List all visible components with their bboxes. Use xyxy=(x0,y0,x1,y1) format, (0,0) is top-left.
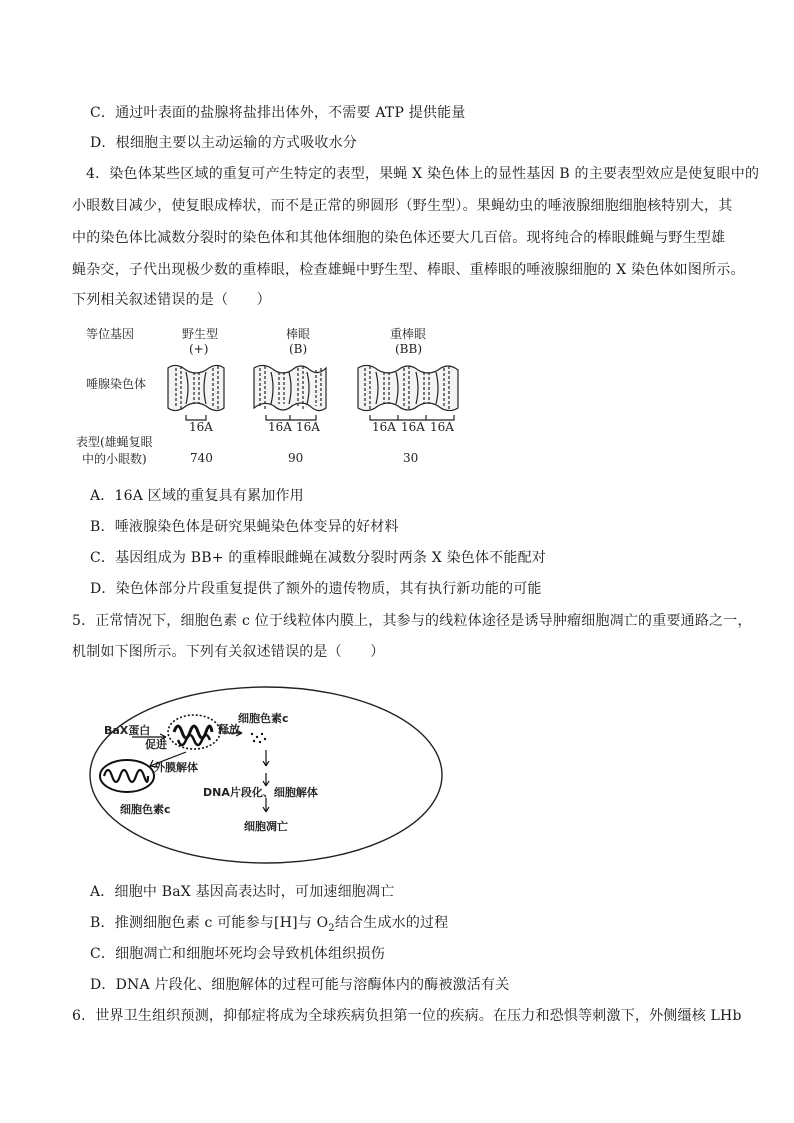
q5-option-d: D．DNA 片段化、细胞解体的过程可能与溶酶体内的酶被激活有关 xyxy=(90,977,510,993)
fig5-dna-label: DNA片段化、细胞解体 xyxy=(203,786,318,799)
q5-option-b xyxy=(90,913,448,939)
fig4-col-wild-name: 野生型 xyxy=(182,327,219,341)
q4-stem-line-3: 中的染色体比减数分裂时的染色体和其他体细胞的染色体还要大几百倍。现将纯合的棒眼雌蝇与野生型雄 xyxy=(72,230,726,246)
fig4-label-16a: 16A xyxy=(268,420,292,434)
q4-stem-line-1: 4．染色体某些区域的重复可产生特定的表型，果蝇 X 染色体上的显性基因 B 的主要表型效应是使复眼中的 xyxy=(86,166,760,182)
fig4-col-bar-allele: (B) xyxy=(289,342,308,356)
fig5-outer-membrane-label: 外膜解体 xyxy=(154,761,198,774)
q4-stem-line-2: 小眼数目减少，使复眼成棒状，而不是正常的卵圆形（野生型）。果蝇幼虫的唾液腺细胞细胞核特别大，其 xyxy=(72,198,733,214)
q5-option-a: A．细胞中 BaX 基因高表达时，可加速细胞凋亡 xyxy=(90,884,395,900)
q4-option-d: D．染色体部分片段重复提供了额外的遗传物质，其有执行新功能的可能 xyxy=(90,581,542,597)
mitochondrion-icon xyxy=(100,760,154,792)
fig4-row-phenotype-1: 表型(雄蝇复眼 xyxy=(76,435,153,449)
fig4-label-16a: 16A xyxy=(401,420,425,434)
fig4-row-chromosome: 唾腺染色体 xyxy=(86,377,147,391)
fig4-count-double: 30 xyxy=(403,451,419,465)
q5-stem-line-2: 机制如下图所示。下列有关叙述错误的是（ ） xyxy=(72,644,385,660)
q5-option-c: C．细胞凋亡和细胞坏死均会导致机体组织损伤 xyxy=(90,946,385,962)
fig5-release-label: 释放 xyxy=(218,723,240,736)
fig4-label-16a: 16A xyxy=(372,420,396,434)
q3-option-d: D．根细胞主要以主动运输的方式吸收水分 xyxy=(90,135,358,151)
fig4-col-wild-allele: (+) xyxy=(189,342,209,356)
fig5-cytc-top-label: 细胞色素c xyxy=(238,712,289,725)
fig4-row-phenotype-2: 中的小眼数) xyxy=(82,452,147,466)
fig4-count-bar: 90 xyxy=(288,451,304,465)
q4-stem-line-5: 下列相关叙述错误的是（ ） xyxy=(72,292,271,308)
fig5-cytc-bottom-label: 细胞色素c xyxy=(120,803,171,816)
fig5-apoptosis-label: 细胞凋亡 xyxy=(244,820,288,833)
fig4-count-wild: 740 xyxy=(190,451,213,465)
q5-option-b-text: B．推测细胞色素 c 可能参与[H]与 O xyxy=(90,915,329,931)
fig4-col-double-allele: (BB) xyxy=(395,342,422,356)
fig5-promote-label: 促进 xyxy=(145,738,167,751)
q4-option-a: A．16A 区域的重复具有累加作用 xyxy=(90,488,304,504)
fig4-label-16a: 16A xyxy=(296,420,320,434)
q6-stem-line-1: 6．世界卫生组织预测，抑郁症将成为全球疾病负担第一位的疾病。在压力和恐惧等刺激下，外侧缰核 LHb xyxy=(72,1008,742,1024)
fig5-bax-label: BaX蛋白 xyxy=(104,724,151,737)
fig4-label-16a: 16A xyxy=(189,420,213,434)
q5-option-b-subscript: 2 xyxy=(328,922,335,934)
fig4-col-bar-name: 棒眼 xyxy=(286,327,311,341)
q5-stem-line-1: 5．正常情况下，细胞色素 c 位于线粒体内膜上，其参与的线粒体途径是诱导肿瘤细胞凋亡的重要通路之一， xyxy=(72,613,752,629)
fig4-col-double-name: 重棒眼 xyxy=(390,327,427,341)
cytochrome-c-dots xyxy=(251,733,266,743)
fig4-row-allele: 等位基因 xyxy=(86,327,135,341)
q5-option-b-text-end: 结合生成水的过程 xyxy=(334,915,449,931)
mitochondrion-outer-membrane-icon xyxy=(168,715,220,749)
q3-option-c: C．通过叶表面的盐腺将盐排出体外，不需要 ATP 提供能量 xyxy=(90,105,466,121)
fig4-label-16a: 16A xyxy=(430,420,454,434)
q4-option-c: C．基因组成为 BB+ 的重棒眼雌蝇在减数分裂时两条 X 染色体不能配对 xyxy=(90,550,546,566)
q4-stem-line-4: 蝇杂交，子代出现极少数的重棒眼，检查雄蝇中野生型、棒眼、重棒眼的唾液腺细胞的 X 染色体如图所示。 xyxy=(72,262,745,278)
q4-option-b: B．唾液腺染色体是研究果蝇染色体变异的好材料 xyxy=(90,519,399,535)
